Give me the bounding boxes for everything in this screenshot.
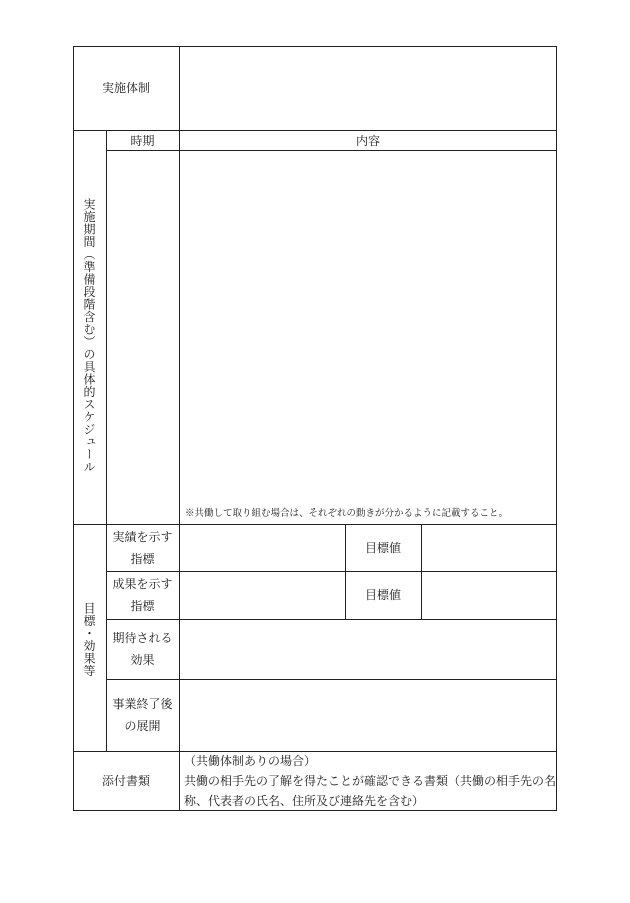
goal-outcome-value-field[interactable] xyxy=(180,572,345,619)
attachments-label: 添付書類 xyxy=(101,774,150,788)
goal-row-label-line1: 実績を示す xyxy=(112,530,173,544)
goal-row-label-line1: 成果を示す xyxy=(112,577,173,591)
goal-expected-effect-field[interactable] xyxy=(180,620,556,679)
goal-performance-target-field[interactable] xyxy=(422,525,556,571)
goal-outcome-target-label: 目標値 xyxy=(364,588,401,602)
attachments-line-2: 共働の相手先の了解を得たことが確認できる書類（共働の相手先の名 xyxy=(184,774,557,788)
attachments-line-1: （共働体制ありの場合） xyxy=(184,754,317,768)
application-form-table xyxy=(73,46,557,811)
goals-section-label: 目標・効果等 xyxy=(82,602,96,677)
implementation-system-label: 実施体制 xyxy=(101,81,150,95)
table-border-left xyxy=(73,46,74,811)
table-border-bottom xyxy=(73,810,557,811)
goal-row-label-performance xyxy=(106,526,179,570)
goal-row-label-post-project xyxy=(106,693,179,737)
attachments-line-3: 称、代表者の氏名、住所及び連絡先を含む） xyxy=(184,794,425,808)
goal-post-project-field[interactable] xyxy=(180,680,556,751)
schedule-column-period-header: 時期 xyxy=(130,134,155,148)
row-divider-goals-end xyxy=(73,751,557,752)
col-divider-value-target xyxy=(345,524,346,619)
schedule-note: ※共働して取り組む場合は、それぞれの動きが分かるように記載すること。 xyxy=(185,508,509,519)
goal-outcome-target-field[interactable] xyxy=(422,572,556,619)
table-border-right xyxy=(556,46,557,811)
schedule-section-label: 実施期間（準備段階含む）の具体的スケジュール xyxy=(82,198,96,473)
goal-row-label-line2: 指標 xyxy=(130,552,155,566)
goal-row-label-expected-effect xyxy=(106,627,179,671)
goal-performance-value-field[interactable] xyxy=(180,525,345,571)
goal-row-label-line2: 効果 xyxy=(130,653,155,667)
row-divider-system xyxy=(73,130,557,131)
schedule-content-field[interactable] xyxy=(180,151,556,501)
goal-row-label-line1: 期待される xyxy=(112,631,173,645)
goal-row-label-outcome xyxy=(106,573,179,617)
implementation-system-field[interactable] xyxy=(180,47,556,130)
goal-row-label-line1: 事業終了後 xyxy=(112,697,173,711)
schedule-column-content-header: 内容 xyxy=(355,134,380,148)
schedule-period-field[interactable] xyxy=(107,151,179,524)
goal-performance-target-label: 目標値 xyxy=(364,541,401,555)
goal-row-label-line2: 指標 xyxy=(130,599,155,613)
goal-row-label-line2: の展開 xyxy=(124,719,161,733)
